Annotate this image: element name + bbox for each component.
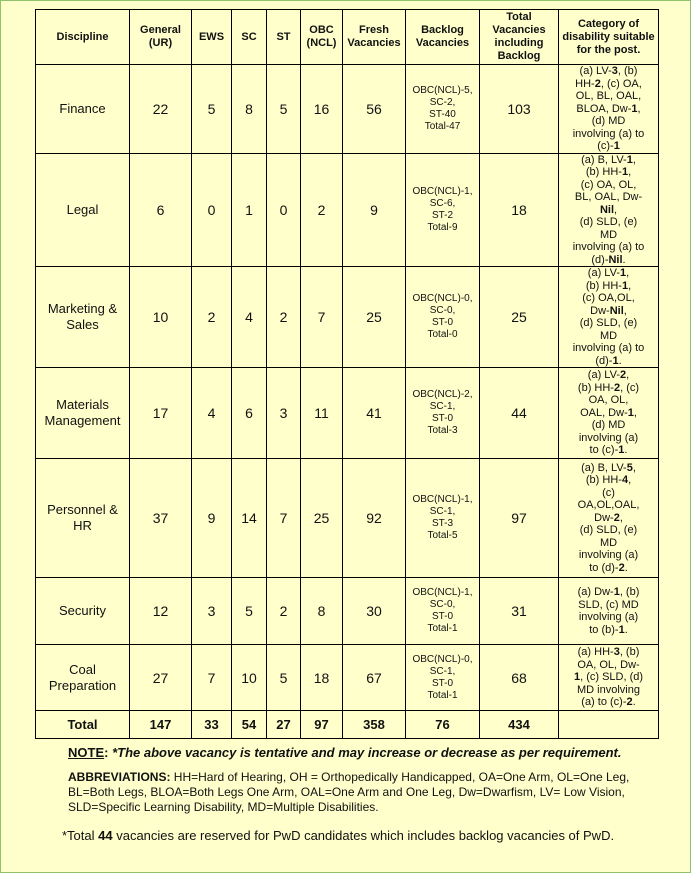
discipline-cell [36,459,130,578]
category-line [559,419,658,432]
category-text: involving (a) [578,611,639,623]
vacancy-table [35,9,659,739]
backlog-cell [406,267,480,368]
backlog-cell [406,153,480,267]
backlog-line: SC-6, [429,197,456,209]
general-cell: 10 [130,267,192,368]
sc-cell: 4 [232,267,267,368]
category-text: , (c) [620,381,640,394]
category-text: 3 [613,646,620,659]
category-line [559,646,658,659]
total-vacancies-cell: 25 [480,267,559,368]
table-row [36,459,659,578]
fresh-cell: 41 [343,368,406,459]
category-line [559,512,658,525]
category-text: (a) LV- [587,267,620,279]
notes-section [62,745,662,844]
ews-cell: 2 [192,267,232,368]
category-line [559,254,658,267]
category-text: (a) HH- [577,646,614,659]
obc-cell: 18 [301,645,343,711]
category-text: 1 [573,671,581,684]
backlog-line: Total-0 [427,329,458,340]
total-vacancies-cell: 18 [480,153,559,267]
discipline-line: Coal [69,661,96,677]
totals-fresh: 358 [343,711,406,739]
category-text: , [628,474,632,487]
ews-cell: 9 [192,459,232,578]
category-text: 3 [611,65,618,77]
category-text: , (b) [619,646,640,659]
category-text: 1 [621,166,629,178]
category-text: to (c)- [589,444,619,457]
sc-cell: 6 [232,368,267,459]
fresh-cell: 67 [343,645,406,711]
st-cell: 0 [267,153,301,267]
category-text: OA, OL, Dw- [577,658,640,671]
category-text: (d) SLD, (e) [579,524,638,537]
category-text: to (d)- [589,561,619,574]
category-text: , [619,511,623,524]
backlog-line: Total-1 [427,689,458,701]
ews-cell: 3 [192,578,232,645]
discipline-line: Sales [66,317,99,332]
discipline-line: Finance [59,100,106,116]
backlog-line: ST-40 [429,108,456,120]
category-text: 1 [613,140,620,152]
category-line [559,611,658,624]
backlog-line: OBC(NCL)-1, [412,587,473,598]
table-row [36,368,659,459]
header-general: General (UR) [130,10,192,65]
header-discipline: Discipline [36,10,130,65]
totals-backlog: 76 [406,711,480,739]
disability-category-cell [559,153,659,267]
category-line [559,191,658,204]
category-line [559,115,658,128]
totals-label: Total [36,711,130,739]
category-line [559,179,658,192]
note-colon: : [104,745,109,760]
sc-cell: 5 [232,578,267,645]
backlog-line: OBC(NCL)-1, [412,185,473,197]
discipline-line: Management [44,413,121,428]
category-line [559,599,658,612]
st-cell: 2 [267,267,301,368]
fresh-cell: 30 [343,578,406,645]
discipline-cell [36,368,130,459]
obc-cell: 25 [301,459,343,578]
ews-cell: 0 [192,153,232,267]
category-text: 2 [594,77,601,90]
backlog-line: SC-0, [429,599,456,610]
st-cell: 7 [267,459,301,578]
category-text: . [624,444,628,457]
footnote-prefix: *Total [62,828,99,843]
discipline-line: HR [73,518,92,533]
category-text: , (c) SLD, (d) [580,671,644,684]
category-line [559,330,658,343]
table-row [36,65,659,154]
category-line [559,166,658,179]
obc-cell: 2 [301,153,343,267]
category-line [559,659,658,672]
discipline-cell [36,153,130,267]
backlog-line: Total-9 [427,221,458,233]
category-line [559,369,658,382]
header-row [36,10,659,65]
category-text: , [632,461,636,474]
category-text: , [633,406,637,419]
category-text: , [628,166,632,178]
note-text: *The above vacancy is tentative and may increase or decrease as per requirement. [108,745,622,760]
category-text: (b) HH- [585,166,622,178]
total-vacancies-cell: 44 [480,368,559,459]
header-fresh: Fresh Vacancies [343,10,406,65]
category-text: , [632,153,636,166]
totals-general: 147 [130,711,192,739]
category-line [559,524,658,537]
obc-cell: 16 [301,65,343,154]
category-text: 2 [613,381,621,394]
disability-category-cell [559,578,659,645]
category-line [559,305,658,318]
discipline-line: Marketing & [47,301,118,316]
category-text: MD [599,228,618,241]
category-line [559,103,658,116]
category-line [559,487,658,500]
category-text: (d)- [591,253,609,266]
sc-cell: 1 [232,153,267,267]
discipline-cell [36,65,130,154]
category-line [559,241,658,254]
category-text: . [624,623,628,636]
disability-category-cell [559,368,659,459]
discipline-cell [36,645,130,711]
category-text: (d)- [595,354,613,367]
obc-cell: 8 [301,578,343,645]
category-line [559,549,658,562]
category-line [559,216,658,229]
category-text: (a) to (c)- [581,696,627,709]
category-text: 2 [613,511,620,524]
sc-cell: 14 [232,459,267,578]
category-line [559,394,658,407]
fresh-cell: 25 [343,267,406,368]
ews-cell: 5 [192,65,232,154]
category-text: (b) HH- [585,279,622,292]
header-total: Total Vacancies including Backlog [480,10,559,65]
category-line [559,78,658,91]
discipline-line: Legal [66,201,99,217]
category-text: MD [599,536,618,549]
category-text: Nil [609,304,624,317]
category-line [559,499,658,512]
category-text: OA,OL,OAL, [577,499,640,512]
category-text: (d) SLD, (e) [579,317,638,329]
category-text: 2 [618,561,625,574]
st-cell: 3 [267,368,301,459]
category-text: OA, OL, [588,394,629,407]
footnote-suffix: vacancies are reserved for PwD candidates which includes backlog vacancies of PwD. [112,828,615,843]
category-line [559,342,658,355]
category-line [559,562,658,575]
category-text: (d) SLD, (e) [579,216,638,228]
category-text: HH- [575,77,595,90]
category-text: (d) MD [591,419,626,432]
general-cell: 17 [130,368,192,459]
header-category: Category of disability suitable for the post. [559,10,659,65]
st-cell: 5 [267,645,301,711]
category-line [559,696,658,709]
backlog-line: ST-3 [431,518,454,529]
category-line [559,624,658,637]
category-text: (b) HH- [585,474,622,487]
category-text: (a) Dw- [577,586,614,598]
backlog-line: ST-0 [431,611,454,622]
category-text: , [614,203,618,216]
category-text: 2 [620,369,627,382]
discipline-line: Materials [56,397,109,412]
table-row [36,645,659,711]
category-line [559,355,658,368]
category-line [559,537,658,550]
category-text: , [637,102,641,115]
backlog-cell [406,65,480,154]
category-text: (c) OA, OL, [580,178,637,191]
category-text: , (b) [617,65,638,77]
totals-st: 27 [267,711,301,739]
category-text: (c) OA,OL, [582,292,635,304]
totals-ews: 33 [192,711,232,739]
obc-cell: 7 [301,267,343,368]
category-text: 2 [626,696,633,709]
footnote-count: 44 [98,828,113,843]
category-text: (c) [602,486,615,499]
category-line [559,65,658,78]
category-line [559,462,658,475]
category-text: Dw- [594,511,614,524]
backlog-line: SC-1, [429,665,456,677]
category-line [559,444,658,457]
category-text: Nil [599,203,614,216]
category-line [559,586,658,599]
category-text: BLOA, Dw- [576,102,632,115]
category-line [559,128,658,141]
totals-category-empty [559,711,659,739]
backlog-line: OBC(NCL)-0, [412,653,473,665]
abbreviations-text: HH=Hard of Hearing, OH = Orthopedically Handicapped, OA=One Arm, OL=One Leg, BL=Both Legs, BLOA=Both Legs One Arm, OAL=One Arm and One Leg, Dw=Dwarfism, LV= Low Vision, SLD=Specific Learning Disability, MD=Multiple Disabilities. [68,770,630,814]
header-obc: OBC (NCL) [301,10,343,65]
category-text: SLD, (c) MD [578,598,639,611]
category-text: (a) LV- [579,65,612,77]
backlog-line: Total-3 [427,425,458,436]
category-line [559,140,658,153]
header-backlog: Backlog Vacancies [406,10,480,65]
totals-total: 434 [480,711,559,739]
category-line [559,382,658,395]
header-ews: EWS [192,10,232,65]
category-text: . [624,561,628,574]
backlog-line: SC-2, [429,96,456,108]
general-cell: 37 [130,459,192,578]
category-text: , [626,267,630,279]
category-text: MD involving [577,683,640,696]
category-line [559,267,658,280]
category-text: , (b) [619,586,640,598]
backlog-line: Total-1 [427,623,458,634]
category-text: , [628,279,632,292]
obc-cell: 11 [301,368,343,459]
backlog-line: SC-1, [429,401,456,412]
total-vacancies-cell: 31 [480,578,559,645]
category-text: . [622,253,626,266]
backlog-line: OBC(NCL)-5, [412,84,473,96]
backlog-line: SC-0, [429,305,456,316]
category-text: 1 [618,444,625,457]
category-text: (a) LV- [587,369,620,382]
totals-obc: 97 [301,711,343,739]
table-row [36,267,659,368]
category-text: (a) B, LV- [581,153,627,166]
category-text: (b) HH- [577,381,614,394]
header-st: ST [267,10,301,65]
category-text: 4 [621,474,629,487]
category-line [559,229,658,242]
totals-sc: 54 [232,711,267,739]
general-cell: 22 [130,65,192,154]
total-vacancies-cell: 103 [480,65,559,154]
category-text: (c)- [597,140,614,152]
category-text: OAL, Dw- [580,406,628,419]
category-line [559,474,658,487]
category-line [559,671,658,684]
fresh-cell: 92 [343,459,406,578]
category-line [559,204,658,217]
st-cell: 5 [267,65,301,154]
backlog-cell [406,368,480,459]
backlog-line: OBC(NCL)-0, [412,293,473,304]
total-vacancies-cell: 97 [480,459,559,578]
category-text: 1 [613,586,620,598]
category-text: 1 [631,102,638,115]
category-text: involving (a) to [572,241,645,253]
sc-cell: 10 [232,645,267,711]
note-label: NOTE [68,745,105,760]
category-text: BL, OAL, Dw- [574,191,643,203]
category-text: , [626,369,630,382]
table-row [36,578,659,645]
category-text: involving (a) [578,549,639,562]
discipline-line: Preparation [48,677,117,693]
backlog-line: ST-0 [431,413,454,424]
backlog-line: ST-2 [431,209,454,221]
category-line [559,154,658,167]
category-line [559,432,658,445]
category-text: 1 [621,279,629,292]
category-line [559,292,658,305]
sc-cell: 8 [232,65,267,154]
category-line [559,90,658,103]
header-sc: SC [232,10,267,65]
category-text: 5 [626,461,633,474]
category-text: 1 [627,406,634,419]
fresh-cell: 56 [343,65,406,154]
backlog-line: ST-0 [431,317,454,328]
category-line [559,317,658,330]
category-text: Dw- [590,304,610,317]
category-line [559,407,658,420]
backlog-line: Total-5 [427,530,458,541]
category-text: involving (a) to [572,342,645,354]
ews-cell: 4 [192,368,232,459]
category-text: (d) MD [591,115,626,127]
backlog-cell [406,459,480,578]
category-text: . [618,354,622,367]
table-row [36,153,659,267]
backlog-line: Total-47 [424,120,461,132]
backlog-line: OBC(NCL)-1, [412,494,473,505]
discipline-line: Security [59,603,106,618]
note [68,745,662,760]
category-text: 1 [626,153,633,166]
category-text: 1 [620,267,627,279]
category-line [559,280,658,293]
totals-row [36,711,659,739]
st-cell: 2 [267,578,301,645]
general-cell: 6 [130,153,192,267]
discipline-cell [36,267,130,368]
abbreviations [68,770,662,815]
pwd-footnote [62,827,662,844]
category-text: , [623,304,627,317]
category-text: OL, BL, OAL, [575,90,642,102]
category-text: involving (a) [578,431,639,444]
backlog-line: SC-1, [429,506,456,517]
discipline-cell [36,578,130,645]
category-text: 1 [612,354,619,367]
category-text: 1 [618,623,625,636]
backlog-line: OBC(NCL)-2, [412,389,473,400]
abbreviations-label: ABBREVIATIONS: [68,770,171,784]
ews-cell: 7 [192,645,232,711]
discipline-line: Personnel & [47,502,118,517]
disability-category-cell [559,267,659,368]
disability-category-cell [559,459,659,578]
disability-category-cell [559,645,659,711]
category-text: , (c) OA, [600,77,642,90]
category-text: . [632,696,636,709]
disability-category-cell [559,65,659,154]
backlog-cell [406,645,480,711]
category-text: (a) B, LV- [581,461,627,474]
backlog-cell [406,578,480,645]
category-text: Nil [608,253,623,266]
category-text: MD [599,329,618,342]
general-cell: 12 [130,578,192,645]
fresh-cell: 9 [343,153,406,267]
backlog-line: ST-0 [431,677,454,689]
total-vacancies-cell: 68 [480,645,559,711]
category-line [559,684,658,697]
category-text: to (b)- [589,623,619,636]
general-cell: 27 [130,645,192,711]
category-text: involving (a) to [572,127,645,140]
